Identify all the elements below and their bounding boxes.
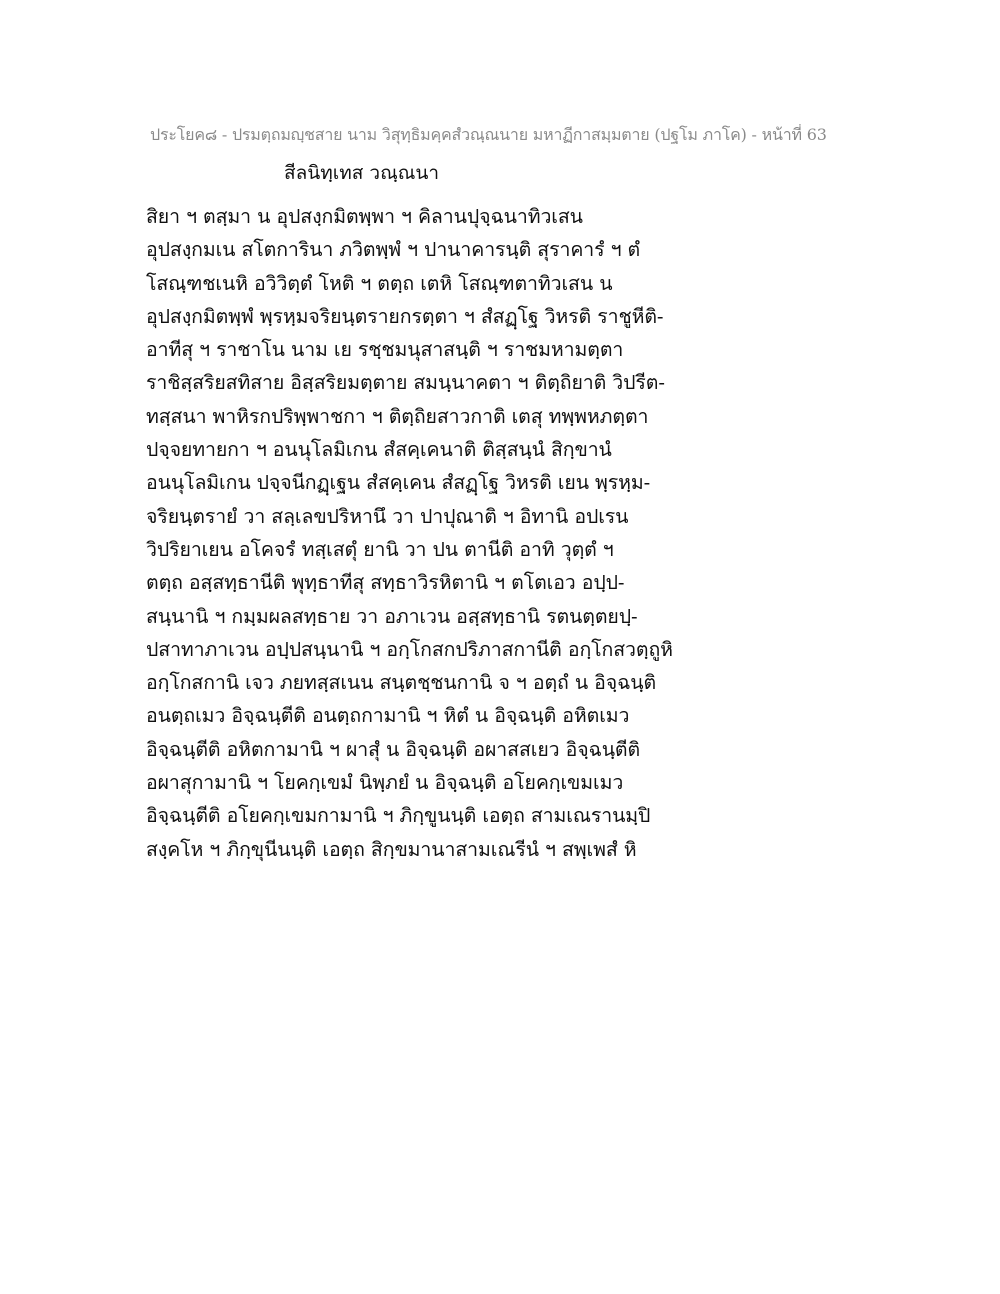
body-line: จริยนฺตรายํ วา สลฺเลขปริหานึ วา ปาปุณาติ ฯ อิทานิ อปเรน <box>146 504 629 528</box>
body-line: อุปสงฺกมเน สโตการินา ภวิตพฺพํ ฯ ปานาคารนฺติ สุราคารํ ฯ ตํ <box>146 238 641 262</box>
section-title: สีลนิทฺเทส วณฺณนา <box>284 162 439 184</box>
body-line: วิปริยาเยน อโคจรํ ทสฺเสตุํ ยานิ วา ปน ตานีติ อาทิ วุตฺตํ ฯ <box>146 537 614 561</box>
body-line: ปจฺจยทายกา ฯ อนนุโลมิเกน สํสคฺเคนาติ ติสฺสนฺนํ สิกฺขานํ <box>146 438 612 462</box>
body-line: อิจฺฉนฺตีติ อหิตกามานิ ฯ ผาสุํ น อิจฺฉนฺติ อผาสสเยว อิจฺฉนฺตีติ <box>146 737 641 761</box>
body-line: อผาสุกามานิ ฯ โยคกฺเขมํ นิพฺภยํ น อิจฺฉนฺติ อโยคกฺเขมเมว <box>146 771 624 795</box>
body-line: อนตฺถเมว อิจฺฉนฺตีติ อนตฺถกามานิ ฯ หิตํ น อิจฺฉนฺติ อหิตเมว <box>146 704 630 728</box>
body-line: อกฺโกสกานิ เจว ภยทสฺสเนน สนฺตชฺชนกานิ จ ฯ อตฺถํ น อิจฺฉนฺติ <box>146 671 657 695</box>
body-line: ตตฺถ อสฺสทฺธานีติ พุทฺธาทีสุ สทฺธาวิรหิตานิ ฯ ตโตเอว อปฺป- <box>146 571 625 595</box>
body-line: ทสฺสนา พาหิรกปริพฺพาชกา ฯ ติตฺถิยสาวกาติ เตสุ ทพฺพหภตฺตา <box>146 404 649 428</box>
body-line: ราชิสฺสริยสทิสาย อิสฺสริยมตฺตาย สมนฺนาคตา ฯ ติตฺถิยาติ วิปรีต- <box>146 371 665 395</box>
body-line: อนนุโลมิเกน ปจฺจนีกฏฺเฐน สํสคฺเคน สํสฏฺโฐ วิหรติ เยน พฺรหฺม- <box>146 471 651 495</box>
body-line: สนฺนานิ ฯ กมฺมผลสทฺธาย วา อภาเวน อสฺสทฺธานิ รตนตฺตยปฺ- <box>146 604 638 628</box>
body-line: ปสาทาภาเวน อปฺปสนฺนานิ ฯ อกฺโกสกปริภาสกานีติ อกฺโกสวตฺถูหิ <box>146 637 673 661</box>
running-header: ประโยค๘ - ปรมตฺถมญฺชสาย นาม วิสุทฺธิมคฺคสํวณฺณนาย มหาฏีกาสมฺมตาย (ปฐโม ภาโค) - หน้าที่ 63 <box>150 125 827 144</box>
body-line: สิยา ฯ ตสฺมา น อุปสงฺกมิตพฺพา ฯ คิลานปุจฺฉนาทิวเสน <box>146 205 583 228</box>
body-line: สงฺคโห ฯ ภิกฺขุนีนนฺติ เอตฺถ สิกฺขมานาสามเณรีนํ ฯ สพฺเพสํ หิ <box>146 837 637 861</box>
body-line: อุปสงฺกมิตพฺพํ พฺรหฺมจริยนฺตรายกรตฺตา ฯ สํสฏฺโฐ วิหรติ ราชูหีติ- <box>146 304 664 328</box>
body-line: อิจฺฉนฺตีติ อโยคกฺเขมกามานิ ฯ ภิกฺขูนนฺติ เอตฺถ สามเณรานมฺปิ <box>146 804 651 828</box>
body-line: โสณฺฑชเนหิ อวิวิตฺตํ โหติ ฯ ตตฺถ เตหิ โสณฺฑตาทิวเสน น <box>146 271 613 295</box>
body-text <box>146 200 706 866</box>
body-line: อาทีสุ ฯ ราชาโน นาม เย รชฺชมนุสาสนฺติ ฯ ราชมหามตฺตา <box>146 338 624 362</box>
